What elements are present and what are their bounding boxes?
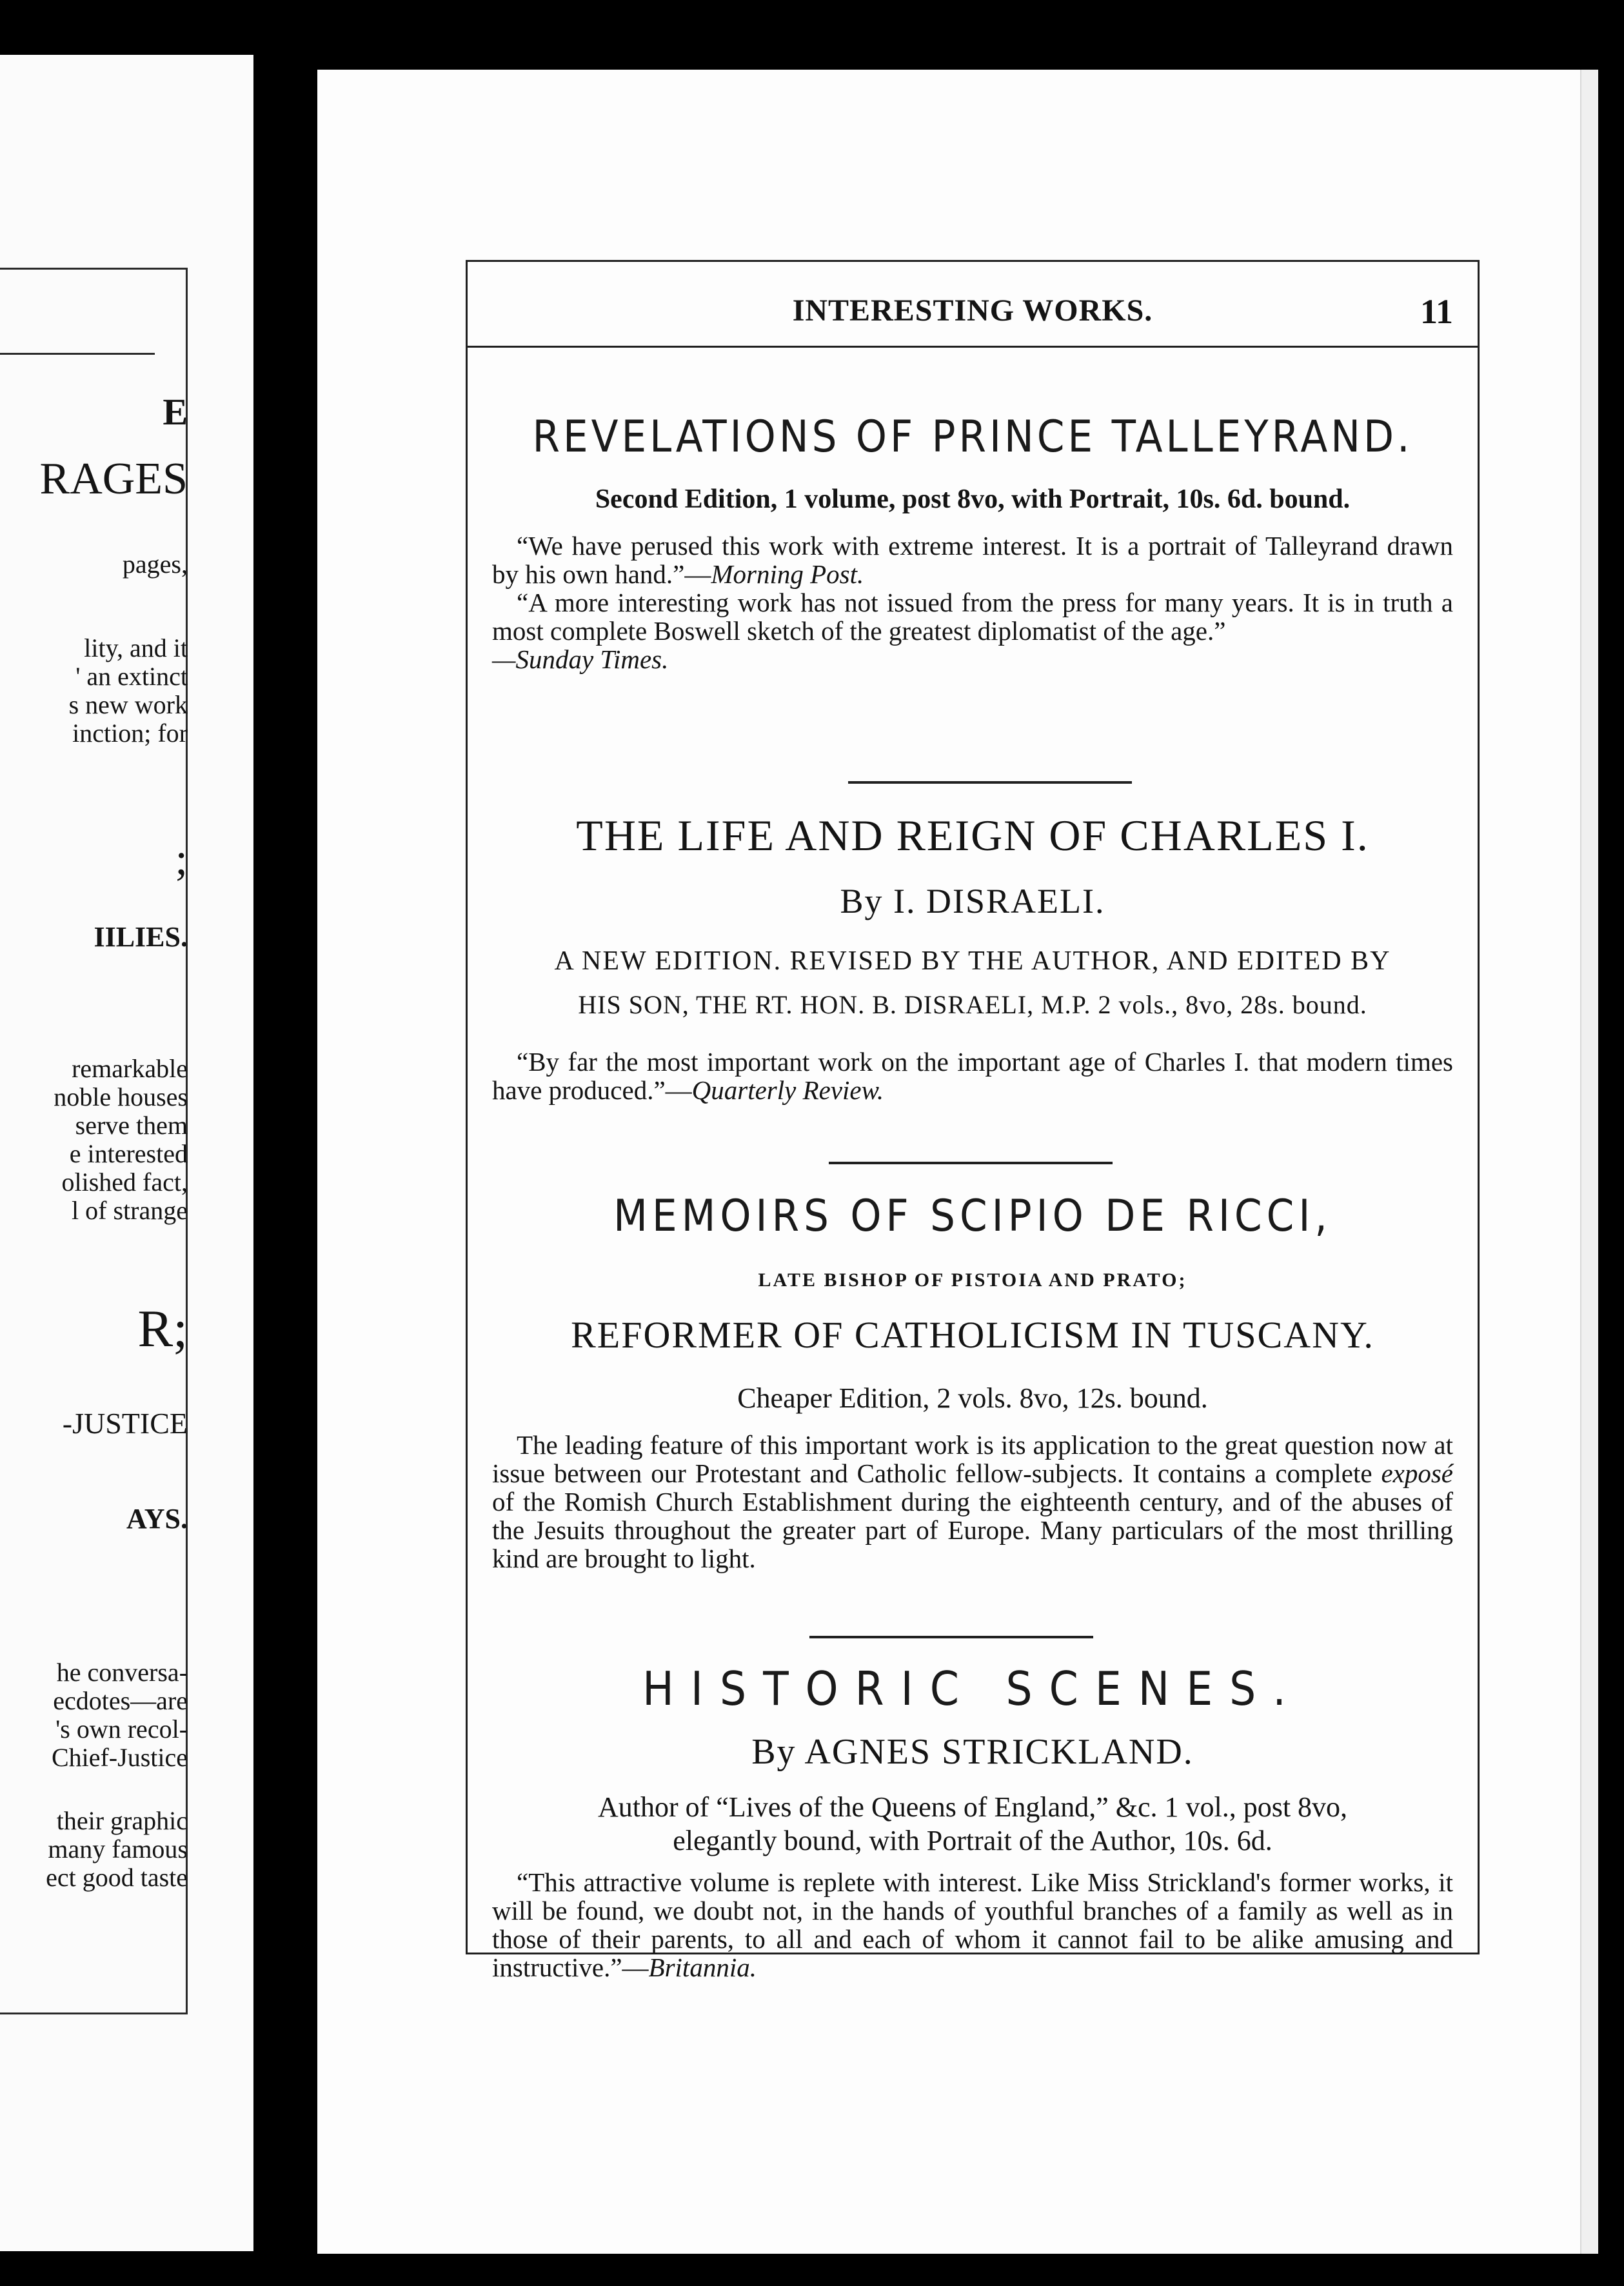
review-text: “We have perused this work with extreme interest. It is a portrait of Talleyrand drawn by his own hand.”— [492,531,1453,589]
book-title-ricci: MEMOIRS OF SCIPIO DE RICCI, [613,1191,1332,1242]
content-frame [466,260,1480,1982]
right-page [317,70,1598,2254]
left-line: ecdotes—are [53,1686,188,1715]
running-header [468,262,1478,348]
review-source: Morning Post. [711,559,864,589]
left-line: inction; for [72,719,188,748]
left-page-header-rule [0,353,155,355]
left-line: E [163,391,188,433]
left-line: R; [137,1299,188,1358]
review-historic [468,1868,1478,1982]
left-line: l of strange [72,1196,188,1225]
book-title-talleyrand: REVELATIONS OF PRINCE TALLEYRAND. [532,412,1413,462]
section-divider [848,781,1132,784]
left-line: IILIES. [94,921,188,953]
left-line: pages, [122,550,188,579]
description-ricci [468,1431,1478,1573]
description-text: of the Romish Church Establishment during the eighteenth century, and of the abuses of the Jesuits throughout the greater part of Europe. Many particulars of the most thrilling kind are brought to light. [492,1487,1453,1573]
left-line: their graphic [56,1806,188,1835]
review-text: “By far the most important work on the important age of Charles I. that modern times have produced.”— [492,1047,1453,1105]
author-historic: By AGNES STRICKLAND. [751,1732,1194,1772]
left-line: remarkable [72,1054,188,1083]
edition-ricci: Cheaper Edition, 2 vols. 8vo, 12s. bound. [737,1382,1208,1414]
left-line: olished fact, [61,1168,188,1197]
description-italic: exposé [1381,1458,1453,1488]
left-line: Chief-Justice [51,1743,188,1772]
book-title-charles: THE LIFE AND REIGN OF CHARLES I. [576,811,1369,860]
review-text: “This attractive volume is replete with interest. Like Miss Strickland's former works, it will be found, we doubt not, in the hands of youthful branches of a family as well as in those of their parents, to all and each of whom it cannot fail to be alike amusing and instructive.”— [492,1867,1453,1982]
page-edge [1580,70,1598,2254]
page-number: 11 [1420,292,1453,331]
running-title: INTERESTING WORKS. [792,293,1153,328]
left-page [0,55,253,2251]
section-divider [829,1162,1113,1164]
description-text: The leading feature of this important work is its application to the great question now at issue between our Protestant and Catholic fellow-subjects. It contains a complete [492,1430,1453,1488]
reviews-talleyrand [468,532,1478,673]
edition-historic-line1: Author of “Lives of the Queens of England,” &c. 1 vol., post 8vo, [597,1791,1348,1823]
edition-historic-line2: elegantly bound, with Portrait of the Author, 10s. 6d. [673,1825,1272,1856]
left-line: RAGES [39,454,188,504]
subtitle-ricci: LATE BISHOP OF PISTOIA AND PRATO; [758,1269,1187,1291]
left-line: serve them [75,1111,188,1140]
subtitle2-ricci: REFORMER OF CATHOLICISM IN TUSCANY. [571,1314,1374,1356]
left-line: e interested [69,1139,188,1168]
left-line: 's own recol- [55,1714,188,1744]
left-line: ; [175,835,188,884]
left-line: s new work [68,690,188,719]
left-line: -JUSTICE [62,1407,188,1440]
review-source: Quarterly Review. [691,1075,884,1105]
book-title-historic: HISTORIC SCENES. [642,1662,1303,1716]
review-text: “A more interesting work has not issued from the press for many years. It is in truth a most complete Boswell sketch of the greatest diplomatist of the age.” [492,588,1453,646]
left-line: he conversa- [56,1658,188,1687]
review-source: Britannia. [648,1953,757,1982]
left-line: noble houses [54,1082,188,1111]
author-charles: By I. DISRAELI. [840,882,1105,920]
left-line: AYS. [126,1503,188,1535]
left-line: ' an extinct [75,662,188,691]
left-line: many famous [48,1834,188,1864]
review-charles [468,1048,1478,1104]
left-line: lity, and it [84,633,188,662]
edition-talleyrand: Second Edition, 1 volume, post 8vo, with Portrait, 10s. 6d. bound. [595,484,1351,514]
edition-charles-line1: A NEW EDITION. REVISED BY THE AUTHOR, AND EDITED BY [554,946,1391,976]
section-divider [809,1636,1093,1638]
review-source: —Sunday Times. [492,644,669,674]
left-line: ect good taste [46,1863,188,1892]
edition-charles-line2: HIS SON, THE RT. HON. B. DISRAELI, M.P. 2 vols., 8vo, 28s. bound. [578,990,1367,1019]
